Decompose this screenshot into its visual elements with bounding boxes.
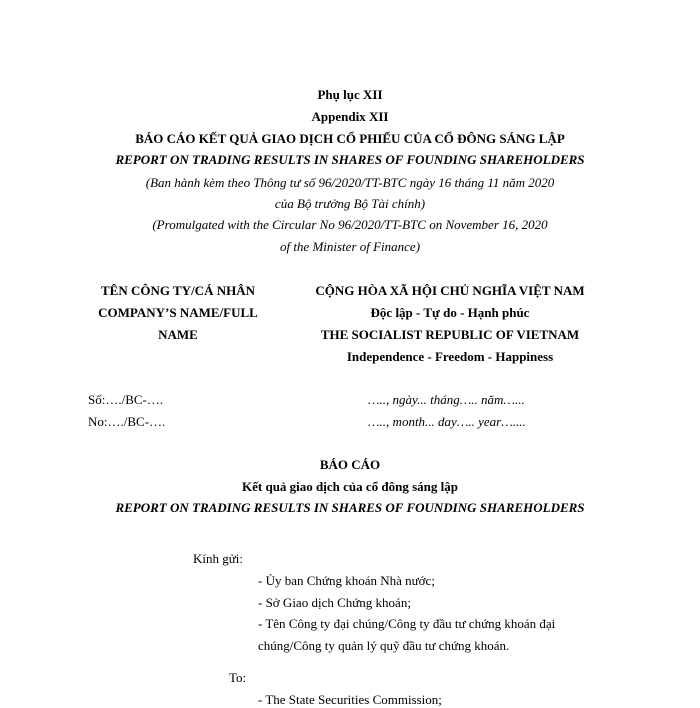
company-line3: NAME bbox=[158, 327, 198, 342]
reference-number-en: No:…./BC-…. bbox=[88, 414, 166, 429]
recipient-item: - Sở Giao dịch Chứng khoán; bbox=[258, 595, 411, 610]
nation-line1: CỘNG HÒA XÃ HỘI CHỦ NGHĨA VIỆT NAM bbox=[315, 283, 585, 298]
nation-line3: THE SOCIALIST REPUBLIC OF VIETNAM bbox=[320, 327, 580, 342]
recipients-label-vi: Kính gửi: bbox=[193, 551, 244, 566]
reference-number-vi: Số:…./BC-…. bbox=[88, 392, 164, 407]
issued-en-line1: (Promulgated with the Circular No 96/2020/TT-BTC on November 16, 2020 bbox=[152, 217, 548, 232]
title-vi: BÁO CÁO KẾT QUẢ GIAO DỊCH CỔ PHIẾU CỦA CỔ ĐÔNG SÁNG LẬP bbox=[135, 131, 565, 146]
recipients-label-en: To: bbox=[229, 670, 247, 685]
date-line-vi: ….., ngày... tháng….. năm…... bbox=[368, 392, 525, 407]
recipient-item: - Tên Công ty đại chúng/Công ty đầu tư chứng khoán đại bbox=[258, 616, 556, 631]
recipient-item: - The State Securities Commission; bbox=[258, 692, 442, 707]
nation-line4: Independence - Freedom - Happiness bbox=[346, 349, 554, 364]
appendix-vi: Phụ lục XII bbox=[317, 87, 383, 102]
nation-line2: Độc lập - Tự do - Hạnh phúc bbox=[370, 305, 530, 320]
issued-vi-line1: (Ban hành kèm theo Thông tư số 96/2020/TT-BTC ngày 16 tháng 11 năm 2020 bbox=[145, 175, 555, 190]
issued-en-line2: of the Minister of Finance) bbox=[279, 239, 421, 254]
recipient-item: chúng/Công ty quản lý quỹ đầu tư chứng khoán. bbox=[258, 638, 510, 653]
national-motto-block bbox=[290, 283, 610, 371]
issued-vi-line2: của Bộ trưởng Bộ Tài chính) bbox=[274, 196, 426, 211]
report-subtitle-en: REPORT ON TRADING RESULTS IN SHARES OF FOUNDING SHAREHOLDERS bbox=[115, 500, 585, 515]
report-subtitle-vi: Kết quả giao dịch của cổ đông sáng lập bbox=[242, 479, 458, 494]
recipient-item: - Ủy ban Chứng khoán Nhà nước; bbox=[258, 573, 435, 588]
appendix-en: Appendix XII bbox=[311, 109, 389, 124]
title-en: REPORT ON TRADING RESULTS IN SHARES OF FOUNDING SHAREHOLDERS bbox=[115, 152, 585, 167]
report-heading: BÁO CÁO bbox=[319, 457, 381, 472]
date-line-en: ….., month... day….. year….... bbox=[368, 414, 526, 429]
company-name-block bbox=[78, 283, 278, 349]
company-line2: COMPANY’S NAME/FULL bbox=[98, 305, 258, 320]
company-line1: TÊN CÔNG TY/CÁ NHÂN bbox=[101, 283, 255, 298]
